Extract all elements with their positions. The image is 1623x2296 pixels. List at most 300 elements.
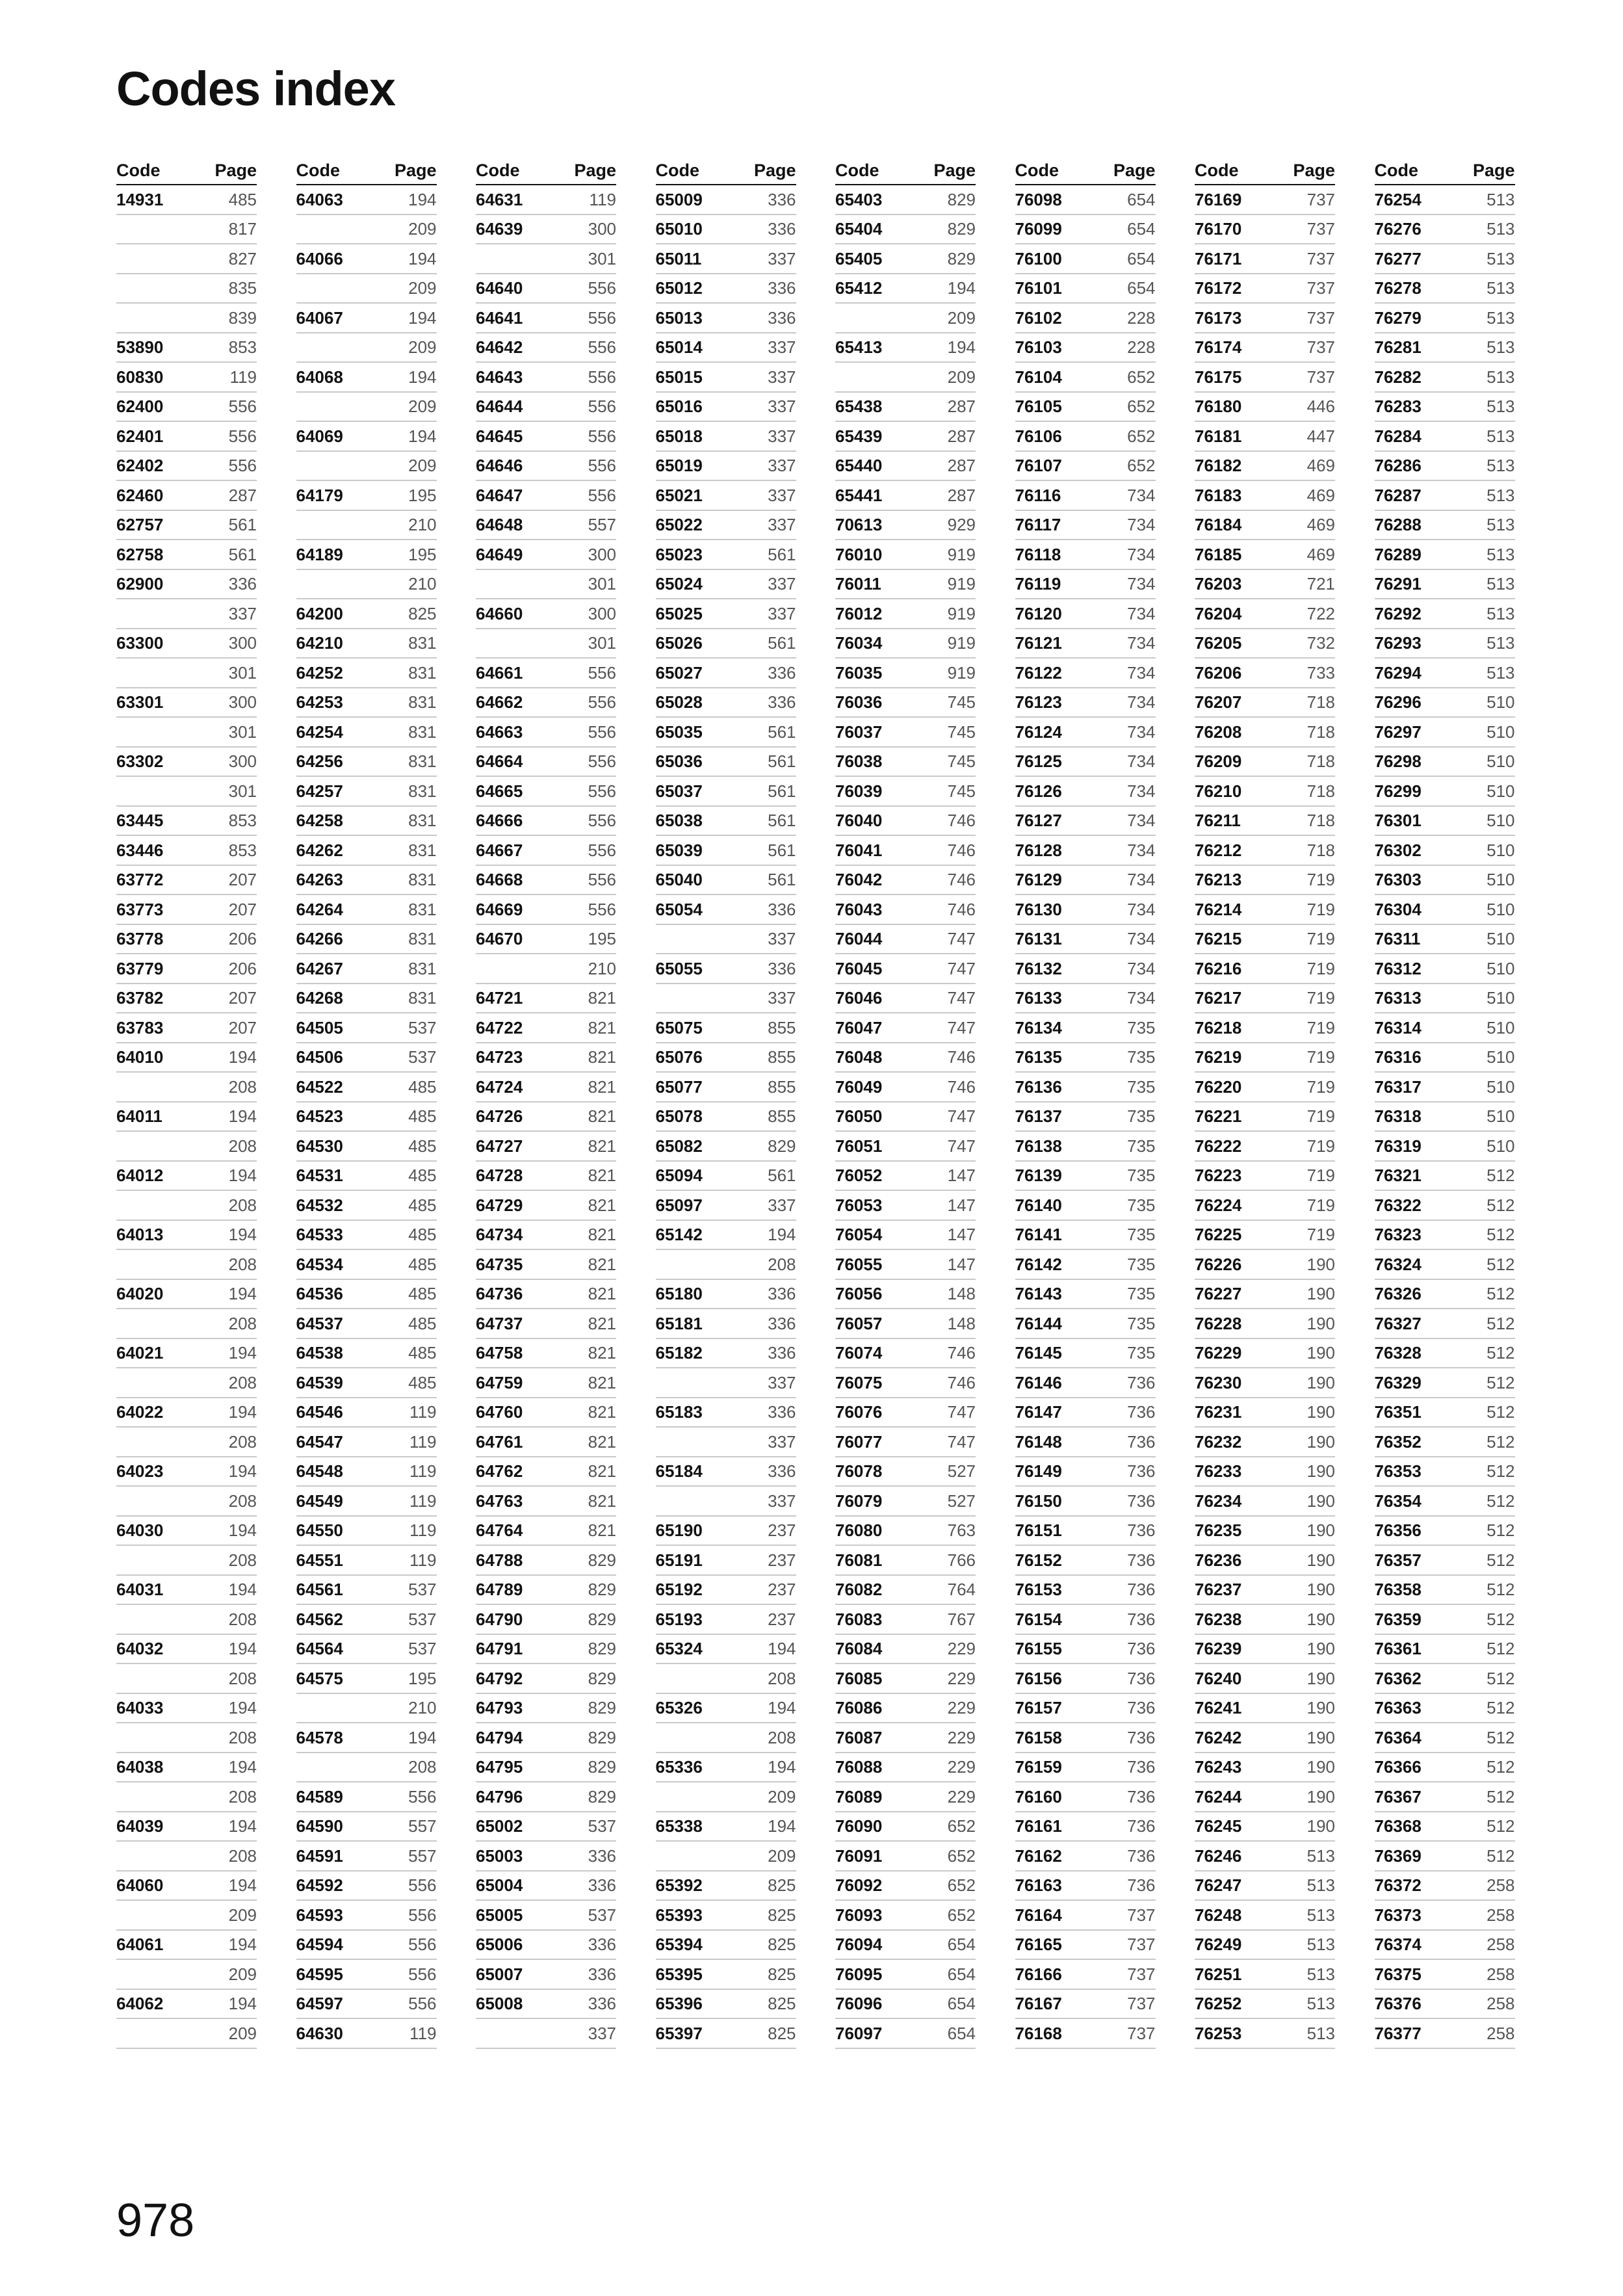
row-code: 64796 xyxy=(476,1786,523,1807)
table-row xyxy=(116,1102,257,1132)
table-row xyxy=(476,1309,616,1339)
row-page: 512 xyxy=(1487,1846,1515,1866)
table-row xyxy=(296,1309,437,1339)
row-page: 190 xyxy=(1306,1520,1335,1541)
header-page-label: Page xyxy=(1113,161,1156,180)
header-code-label: Code xyxy=(1374,161,1418,180)
table-row xyxy=(296,1162,437,1192)
row-page: 510 xyxy=(1487,811,1515,831)
table-row xyxy=(1375,1812,1515,1842)
row-page: 512 xyxy=(1487,1550,1515,1570)
row-code: 76252 xyxy=(1195,1994,1242,2014)
row-code: 65025 xyxy=(655,603,703,623)
row-code: 65010 xyxy=(655,219,703,239)
row-code: 76133 xyxy=(1015,988,1062,1008)
row-code: 76127 xyxy=(1015,811,1062,831)
row-page: 561 xyxy=(228,544,257,564)
table-row xyxy=(116,1605,257,1635)
row-code: 76249 xyxy=(1195,1935,1242,1955)
row-page: 336 xyxy=(228,574,257,594)
table-row xyxy=(296,807,437,837)
row-page: 208 xyxy=(768,1254,796,1274)
table-row xyxy=(296,866,437,896)
row-code: 76094 xyxy=(835,1935,883,1955)
row-code: 76120 xyxy=(1015,603,1062,623)
row-page: 510 xyxy=(1487,958,1515,978)
row-code: 65142 xyxy=(655,1225,703,1245)
table-row xyxy=(296,659,437,688)
table-row xyxy=(1015,807,1156,837)
table-row xyxy=(1375,1280,1515,1310)
row-page: 654 xyxy=(1127,248,1156,268)
index-column xyxy=(835,161,976,2049)
row-code: 76314 xyxy=(1374,1017,1422,1037)
row-page: 745 xyxy=(947,692,976,712)
row-code: 76051 xyxy=(835,1136,883,1156)
row-code: 76326 xyxy=(1374,1284,1422,1304)
row-page: 485 xyxy=(408,1225,437,1245)
row-page: 737 xyxy=(1306,248,1335,268)
row-page: 736 xyxy=(1127,1520,1156,1541)
row-page: 336 xyxy=(768,899,796,919)
table-row xyxy=(835,452,976,482)
row-page: 747 xyxy=(947,1402,976,1422)
table-row xyxy=(835,185,976,215)
row-page: 831 xyxy=(408,988,437,1008)
row-code: 65326 xyxy=(655,1698,703,1718)
row-code: 76104 xyxy=(1015,367,1062,387)
table-row xyxy=(656,1339,796,1369)
row-code: 76363 xyxy=(1374,1698,1422,1718)
row-page: 829 xyxy=(588,1757,616,1777)
row-code: 64670 xyxy=(476,929,523,949)
row-code: 63445 xyxy=(116,811,164,831)
table-row xyxy=(656,1723,796,1753)
row-page: 825 xyxy=(408,603,437,623)
row-code: 65193 xyxy=(655,1609,703,1629)
row-page: 719 xyxy=(1306,1106,1335,1127)
table-row xyxy=(656,1576,796,1606)
table-row xyxy=(296,1132,437,1162)
row-page: 831 xyxy=(408,899,437,919)
row-page: 527 xyxy=(947,1461,976,1481)
row-page: 512 xyxy=(1487,1491,1515,1511)
table-row xyxy=(835,718,976,748)
table-row xyxy=(656,1043,796,1073)
table-row xyxy=(1015,1221,1156,1251)
row-page: 556 xyxy=(228,456,257,476)
row-code: 76374 xyxy=(1374,1935,1422,1955)
row-page: 652 xyxy=(1127,367,1156,387)
row-page: 537 xyxy=(588,1905,616,1925)
table-row xyxy=(476,1635,616,1665)
row-code: 76216 xyxy=(1195,958,1242,978)
row-code: 65005 xyxy=(476,1905,523,1925)
table-row xyxy=(835,1487,976,1517)
table-row xyxy=(1195,1280,1335,1310)
row-code: 76054 xyxy=(835,1225,883,1245)
row-page: 825 xyxy=(768,1905,796,1925)
row-page: 301 xyxy=(588,633,616,653)
table-row xyxy=(1015,215,1156,245)
row-code: 76038 xyxy=(835,751,883,772)
row-code: 76037 xyxy=(835,722,883,742)
row-page: 194 xyxy=(408,189,437,209)
row-page: 337 xyxy=(768,426,796,446)
row-page: 148 xyxy=(947,1284,976,1304)
row-page: 237 xyxy=(768,1550,796,1570)
table-row xyxy=(116,629,257,659)
row-code: 65440 xyxy=(835,456,883,476)
table-row xyxy=(656,1694,796,1724)
row-code: 64031 xyxy=(116,1580,164,1600)
table-row xyxy=(476,1753,616,1783)
table-row xyxy=(656,1398,796,1428)
row-page: 537 xyxy=(408,1609,437,1629)
row-code: 65182 xyxy=(655,1343,703,1363)
table-row xyxy=(296,1457,437,1487)
row-page: 853 xyxy=(228,337,257,358)
row-page: 148 xyxy=(947,1313,976,1333)
table-row xyxy=(296,363,437,393)
table-row xyxy=(1375,984,1515,1014)
row-code: 63772 xyxy=(116,870,164,890)
table-row xyxy=(835,748,976,777)
row-code: 76245 xyxy=(1195,1816,1242,1836)
row-code: 76121 xyxy=(1015,633,1062,653)
table-row xyxy=(1195,954,1335,984)
row-code: 65191 xyxy=(655,1550,703,1570)
row-page: 825 xyxy=(768,1875,796,1896)
table-row xyxy=(116,1812,257,1842)
row-code: 64578 xyxy=(296,1727,343,1747)
table-row xyxy=(1015,422,1156,452)
column-header xyxy=(296,161,437,180)
row-page: 734 xyxy=(1127,662,1156,683)
row-page: 194 xyxy=(228,1461,257,1481)
row-code: 64266 xyxy=(296,929,343,949)
row-page: 208 xyxy=(228,1491,257,1511)
row-code: 76174 xyxy=(1195,337,1242,358)
table-row xyxy=(1195,1073,1335,1102)
row-page: 209 xyxy=(408,337,437,358)
table-row xyxy=(1195,244,1335,274)
table-row xyxy=(1195,1872,1335,1901)
table-row xyxy=(116,1576,257,1606)
row-page: 734 xyxy=(1127,751,1156,772)
table-row xyxy=(1015,511,1156,541)
row-page: 652 xyxy=(947,1816,976,1836)
row-page: 736 xyxy=(1127,1372,1156,1392)
row-code: 76220 xyxy=(1195,1076,1242,1097)
row-code: 76075 xyxy=(835,1372,883,1392)
row-page: 469 xyxy=(1306,515,1335,535)
index-column xyxy=(476,161,616,2049)
row-page: 829 xyxy=(768,1136,796,1156)
row-code: 76119 xyxy=(1015,574,1061,594)
row-code: 76318 xyxy=(1374,1106,1422,1127)
table-row xyxy=(656,1931,796,1961)
row-code: 76096 xyxy=(835,1994,883,2014)
table-row xyxy=(656,1990,796,2020)
row-page: 736 xyxy=(1127,1698,1156,1718)
row-code: 64013 xyxy=(116,1225,164,1245)
row-page: 195 xyxy=(408,1668,437,1688)
row-code: 76074 xyxy=(835,1343,883,1363)
table-row xyxy=(1195,1013,1335,1043)
row-code: 64735 xyxy=(476,1254,523,1274)
row-code: 64641 xyxy=(476,307,523,328)
table-row xyxy=(1195,1457,1335,1487)
row-page: 209 xyxy=(408,219,437,239)
table-row xyxy=(1375,954,1515,984)
table-row xyxy=(476,1102,616,1132)
header-page-label: Page xyxy=(574,161,616,180)
table-row xyxy=(1375,304,1515,333)
row-code: 76079 xyxy=(835,1491,883,1511)
row-code: 76302 xyxy=(1374,840,1422,860)
header-code-label: Code xyxy=(296,161,340,180)
row-page: 510 xyxy=(1487,1106,1515,1127)
row-code: 76162 xyxy=(1015,1846,1062,1866)
row-page: 337 xyxy=(768,929,796,949)
table-row xyxy=(1195,777,1335,807)
row-page: 821 xyxy=(588,1284,616,1304)
table-row xyxy=(296,748,437,777)
row-page: 853 xyxy=(228,811,257,831)
table-row xyxy=(656,688,796,718)
row-page: 736 xyxy=(1127,1580,1156,1600)
row-code: 76372 xyxy=(1374,1875,1422,1896)
row-page: 190 xyxy=(1306,1402,1335,1422)
table-row xyxy=(116,1398,257,1428)
table-row xyxy=(296,1694,437,1724)
row-page: 561 xyxy=(768,751,796,772)
row-page: 194 xyxy=(228,1816,257,1836)
table-row xyxy=(1375,1102,1515,1132)
row-page: 229 xyxy=(947,1698,976,1718)
row-code: 76247 xyxy=(1195,1875,1242,1896)
row-code: 64550 xyxy=(296,1520,343,1541)
row-code: 64254 xyxy=(296,722,343,742)
table-row xyxy=(116,1901,257,1931)
row-page: 556 xyxy=(588,307,616,328)
table-row xyxy=(656,1132,796,1162)
row-page: 537 xyxy=(588,1816,616,1836)
row-page: 821 xyxy=(588,1047,616,1067)
row-code: 76046 xyxy=(835,988,883,1008)
table-row xyxy=(1375,244,1515,274)
row-code: 76321 xyxy=(1374,1166,1422,1186)
row-page: 719 xyxy=(1306,958,1335,978)
row-code: 62757 xyxy=(116,515,164,535)
row-code: 64794 xyxy=(476,1727,523,1747)
row-code: 65006 xyxy=(476,1935,523,1955)
row-page: 208 xyxy=(408,1757,437,1777)
table-row xyxy=(296,1576,437,1606)
table-row xyxy=(476,393,616,423)
table-row xyxy=(116,984,257,1014)
row-code: 65396 xyxy=(655,1994,703,2014)
row-page: 734 xyxy=(1127,485,1156,505)
row-code: 64763 xyxy=(476,1491,523,1511)
table-row xyxy=(1375,540,1515,570)
row-page: 513 xyxy=(1487,307,1515,328)
row-page: 194 xyxy=(768,1816,796,1836)
row-page: 209 xyxy=(228,1905,257,1925)
row-page: 718 xyxy=(1306,722,1335,742)
row-code: 64640 xyxy=(476,278,523,298)
row-page: 537 xyxy=(408,1580,437,1600)
table-row xyxy=(116,215,257,245)
row-page: 485 xyxy=(408,1254,437,1274)
row-page: 556 xyxy=(588,456,616,476)
table-row xyxy=(1375,1635,1515,1665)
row-code: 64258 xyxy=(296,811,343,831)
table-row xyxy=(656,244,796,274)
row-code: 76159 xyxy=(1015,1757,1062,1777)
row-code: 64253 xyxy=(296,692,343,712)
row-code: 76213 xyxy=(1195,870,1242,890)
table-row xyxy=(1375,452,1515,482)
row-page: 210 xyxy=(408,515,437,535)
row-code: 76135 xyxy=(1015,1047,1062,1067)
row-code: 76123 xyxy=(1015,692,1062,712)
table-row xyxy=(116,244,257,274)
table-row xyxy=(296,244,437,274)
row-page: 652 xyxy=(947,1846,976,1866)
table-row xyxy=(1015,718,1156,748)
table-row xyxy=(835,688,976,718)
row-page: 208 xyxy=(228,1550,257,1570)
row-code: 76207 xyxy=(1195,692,1242,712)
table-row xyxy=(656,748,796,777)
row-page: 119 xyxy=(409,1520,437,1541)
row-page: 446 xyxy=(1306,397,1335,417)
table-row xyxy=(656,1517,796,1546)
row-code: 76078 xyxy=(835,1461,883,1481)
table-row xyxy=(296,2019,437,2049)
row-code: 64764 xyxy=(476,1520,523,1541)
table-row xyxy=(296,1753,437,1783)
table-row xyxy=(116,1457,257,1487)
table-row xyxy=(116,452,257,482)
table-row xyxy=(1375,1428,1515,1457)
row-page: 556 xyxy=(408,1994,437,2014)
row-code: 76289 xyxy=(1374,544,1422,564)
row-page: 829 xyxy=(588,1550,616,1570)
table-row xyxy=(1015,748,1156,777)
row-page: 237 xyxy=(768,1580,796,1600)
row-page: 652 xyxy=(947,1905,976,1925)
row-page: 654 xyxy=(1127,189,1156,209)
table-row xyxy=(1015,1457,1156,1487)
row-page: 654 xyxy=(947,2023,976,2043)
row-page: 737 xyxy=(1127,1935,1156,1955)
index-column xyxy=(1195,161,1335,2049)
row-page: 194 xyxy=(947,278,976,298)
row-code: 64267 xyxy=(296,958,343,978)
table-row xyxy=(656,1753,796,1783)
table-row xyxy=(116,1990,257,2020)
row-page: 719 xyxy=(1306,1166,1335,1186)
row-code: 65018 xyxy=(655,426,703,446)
table-row xyxy=(1195,1664,1335,1694)
table-row xyxy=(296,1398,437,1428)
row-page: 513 xyxy=(1487,633,1515,653)
table-row xyxy=(656,393,796,423)
row-code: 76170 xyxy=(1195,219,1242,239)
row-code: 76083 xyxy=(835,1609,883,1629)
row-page: 337 xyxy=(768,574,796,594)
table-row xyxy=(116,1694,257,1724)
table-row xyxy=(1195,1191,1335,1221)
table-row xyxy=(116,540,257,570)
table-row xyxy=(116,1339,257,1369)
row-code: 76053 xyxy=(835,1195,883,1215)
table-row xyxy=(656,1428,796,1457)
row-page: 556 xyxy=(588,662,616,683)
header-code-label: Code xyxy=(835,161,879,180)
table-row xyxy=(835,304,976,333)
row-code: 76281 xyxy=(1374,337,1422,358)
table-row xyxy=(1195,1221,1335,1251)
row-code: 76324 xyxy=(1374,1254,1422,1274)
row-page: 736 xyxy=(1127,1757,1156,1777)
row-code: 76208 xyxy=(1195,722,1242,742)
table-row xyxy=(1195,422,1335,452)
table-row xyxy=(656,363,796,393)
table-row xyxy=(476,1457,616,1487)
row-code: 76205 xyxy=(1195,633,1242,653)
table-row xyxy=(1015,1723,1156,1753)
row-page: 735 xyxy=(1127,1017,1156,1037)
table-row xyxy=(296,1191,437,1221)
table-row xyxy=(476,1546,616,1576)
table-row xyxy=(1375,1990,1515,2020)
table-row xyxy=(1195,1782,1335,1812)
table-row xyxy=(296,1664,437,1694)
table-row xyxy=(1015,1872,1156,1901)
header-page-label: Page xyxy=(753,161,796,180)
table-row xyxy=(1375,1250,1515,1280)
row-code: 76052 xyxy=(835,1166,883,1186)
table-row xyxy=(476,895,616,925)
header-page-label: Page xyxy=(1293,161,1335,180)
row-page: 537 xyxy=(408,1017,437,1037)
table-row xyxy=(1195,1250,1335,1280)
table-row xyxy=(476,1842,616,1872)
table-row xyxy=(1375,1132,1515,1162)
row-code: 76184 xyxy=(1195,515,1242,535)
row-code: 64729 xyxy=(476,1195,523,1215)
row-code: 76183 xyxy=(1195,485,1242,505)
row-code: 14931 xyxy=(116,189,164,209)
row-page: 512 xyxy=(1487,1580,1515,1600)
row-code: 76040 xyxy=(835,811,883,831)
row-page: 719 xyxy=(1306,929,1335,949)
row-code: 65076 xyxy=(655,1047,703,1067)
row-code: 76276 xyxy=(1374,219,1422,239)
row-page: 337 xyxy=(768,248,796,268)
row-code: 76253 xyxy=(1195,2023,1242,2043)
row-page: 718 xyxy=(1306,811,1335,831)
table-row xyxy=(476,185,616,215)
row-page: 513 xyxy=(1306,1964,1335,1984)
row-page: 258 xyxy=(1487,1875,1515,1896)
row-page: 556 xyxy=(588,811,616,831)
row-page: 736 xyxy=(1127,1461,1156,1481)
